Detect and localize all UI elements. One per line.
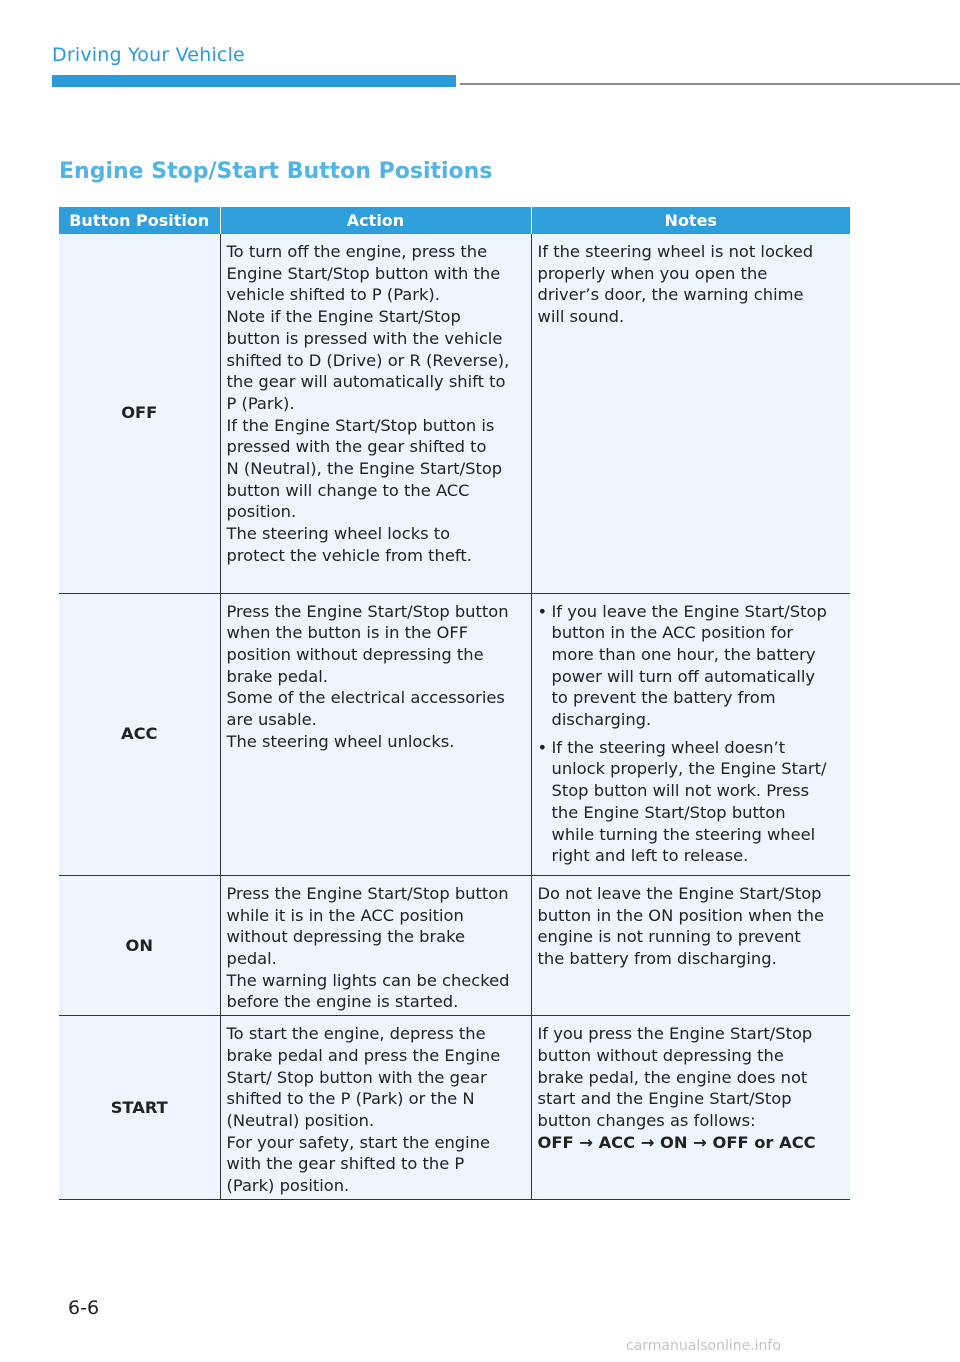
notes-line: power will turn off automatically <box>551 666 816 686</box>
notes-line: button in the ACC position for <box>551 623 794 643</box>
position-on: ON <box>59 875 220 1015</box>
notes-line: properly when you open the <box>537 263 768 283</box>
position-acc: ACC <box>59 593 220 875</box>
action-line: Start/ Stop button with the gear <box>226 1067 487 1087</box>
action-line: button is pressed with the vehicle <box>226 328 503 348</box>
notes-bullet <box>538 737 846 867</box>
action-line: without depressing the brake <box>226 927 466 947</box>
action-line: when the button is in the OFF <box>226 623 469 643</box>
watermark: carmanualsonline.info <box>626 1338 781 1354</box>
action-line: (Neutral) position. <box>226 1110 375 1130</box>
column-header-action: Action <box>220 207 531 234</box>
notes-line: more than one hour, the battery <box>551 644 816 664</box>
table-row-off <box>59 234 850 593</box>
notes-line: If you press the Engine Start/Stop <box>537 1024 813 1044</box>
header-rule <box>460 83 960 85</box>
column-header-position: Button Position <box>59 207 220 234</box>
action-line: vehicle shifted to P (Park). <box>226 285 440 305</box>
action-cell-start <box>220 1016 531 1200</box>
notes-line: to prevent the battery from <box>551 688 776 708</box>
action-line: Press the Engine Start/Stop button <box>226 883 509 903</box>
action-line: brake pedal. <box>226 666 328 686</box>
notes-line: while turning the steering wheel <box>551 824 816 844</box>
bullet-icon: • <box>537 737 548 757</box>
action-line: pedal. <box>226 949 277 969</box>
action-line: brake pedal and press the Engine <box>226 1045 501 1065</box>
action-line: with the gear shifted to the P <box>226 1154 465 1174</box>
action-line: To turn off the engine, press the <box>226 242 488 261</box>
section-header: Driving Your Vehicle <box>52 44 245 66</box>
action-line: pressed with the gear shifted to <box>226 437 487 457</box>
action-line: N (Neutral), the Engine Start/Stop <box>226 459 503 479</box>
bullet-icon: • <box>537 601 548 621</box>
table-row-acc <box>59 593 850 875</box>
position-off: OFF <box>59 234 220 593</box>
notes-line: If the steering wheel doesn’t <box>551 737 786 757</box>
page-number: 6-6 <box>68 1297 100 1319</box>
notes-line: brake pedal, the engine does not <box>537 1067 808 1087</box>
action-cell-acc <box>220 593 531 875</box>
table-row-start <box>59 1016 850 1200</box>
action-line: button will change to the ACC <box>226 480 470 500</box>
action-line: Engine Start/Stop button with the <box>226 263 501 283</box>
action-line: The warning lights can be checked <box>226 970 510 990</box>
action-line: Some of the electrical accessories <box>226 688 505 708</box>
action-line: P (Park). <box>226 393 295 413</box>
notes-cell-off <box>531 234 850 593</box>
action-line: (Park) position. <box>226 1176 350 1196</box>
notes-line: will sound. <box>537 307 625 327</box>
action-line: shifted to D (Drive) or R (Reverse), <box>226 350 510 370</box>
action-line: shifted to the P (Park) or the N <box>226 1089 475 1109</box>
table-header-row <box>59 207 850 234</box>
position-start: START <box>59 1016 220 1200</box>
notes-line: unlock properly, the Engine Start/ <box>551 759 827 779</box>
action-line: Press the Engine Start/Stop button <box>226 601 509 621</box>
action-line: are usable. <box>226 710 317 730</box>
action-line: position without depressing the <box>226 644 484 664</box>
action-line: protect the vehicle from theft. <box>226 545 472 565</box>
action-cell-off <box>220 234 531 593</box>
notes-cell-start <box>531 1016 850 1200</box>
notes-line: Do not leave the Engine Start/Stop <box>537 883 822 903</box>
column-header-notes: Notes <box>531 207 850 234</box>
notes-line: start and the Engine Start/Stop <box>537 1089 792 1109</box>
action-line: the gear will automatically shift to <box>226 372 506 392</box>
action-line: If the Engine Start/Stop button is <box>226 415 495 435</box>
notes-line: engine is not running to prevent <box>537 927 801 947</box>
notes-line: right and left to release. <box>551 846 749 866</box>
position-sequence: OFF → ACC → ON → OFF or ACC <box>537 1132 816 1152</box>
notes-line: the battery from discharging. <box>537 949 777 969</box>
notes-line: driver’s door, the warning chime <box>537 285 804 305</box>
notes-line: discharging. <box>551 710 652 730</box>
action-line: The steering wheel unlocks. <box>226 731 455 751</box>
notes-line: button in the ON position when the <box>537 905 824 925</box>
action-cell-on <box>220 875 531 1015</box>
action-line: while it is in the ACC position <box>226 905 464 925</box>
notes-bullet-list <box>538 601 846 867</box>
action-line: To start the engine, depress the <box>226 1024 486 1044</box>
table-row-on <box>59 875 850 1015</box>
notes-line: If you leave the Engine Start/Stop <box>551 601 827 621</box>
notes-line: If the steering wheel is not locked <box>537 242 814 261</box>
action-line: before the engine is started. <box>226 992 459 1012</box>
notes-bullet <box>538 601 846 731</box>
action-line: position. <box>226 502 297 522</box>
notes-cell-on <box>531 875 850 1015</box>
page-title: Engine Stop/Start Button Positions <box>59 159 493 184</box>
notes-line: button without depressing the <box>537 1045 784 1065</box>
notes-line: Stop button will not work. Press <box>551 781 810 801</box>
notes-line: button changes as follows: <box>537 1110 756 1130</box>
header-accent-bar <box>52 75 456 87</box>
notes-line: the Engine Start/Stop button <box>551 802 786 822</box>
action-line: The steering wheel locks to <box>226 524 451 544</box>
button-positions-table <box>59 207 850 1200</box>
notes-cell-acc <box>531 593 850 875</box>
action-line: Note if the Engine Start/Stop <box>226 307 461 327</box>
action-line: For your safety, start the engine <box>226 1132 490 1152</box>
